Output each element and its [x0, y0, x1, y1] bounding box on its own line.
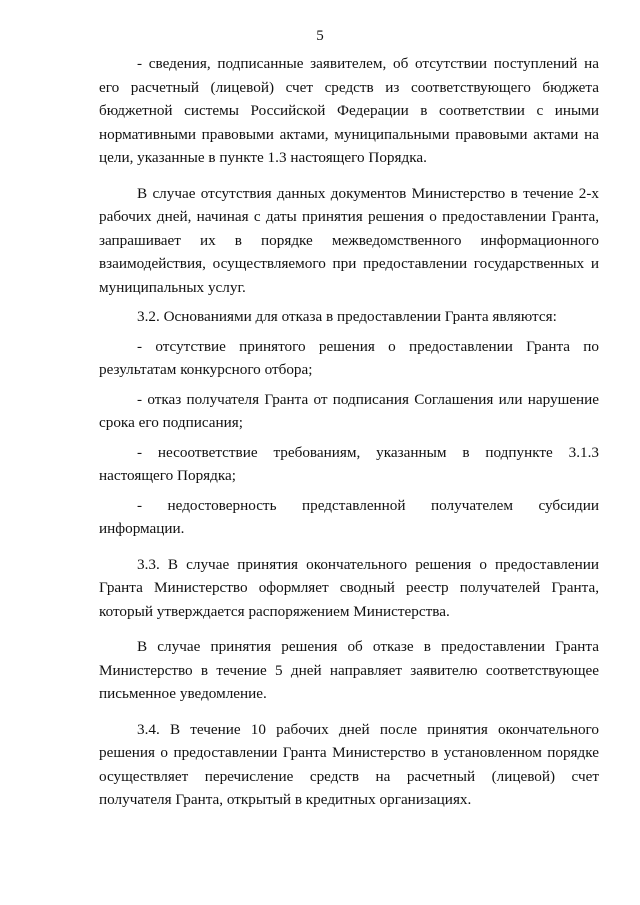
paragraph-registry: 3.3. В случае принятия окончательного решения о предоставлении Гранта Министерство оформляет сводный реестр получателей Гранта, который утверждается распоряжением Министерства.: [99, 555, 599, 620]
list-item-refusal-to-sign: - отказ получателя Гранта от подписания Соглашения или нарушение срока его подписания;: [99, 390, 599, 431]
list-item-non-compliance: - несоответствие требованиям, указанным в подпункте 3.1.3 настоящего Порядка;: [99, 443, 599, 484]
list-item-false-information: - недостоверность представленной получателем субсидии информации.: [99, 496, 599, 537]
document-body: [99, 52, 599, 812]
paragraph-refusal-grounds-heading: 3.2. Основаниями для отказа в предоставлении Гранта являются:: [137, 308, 557, 325]
page-number: 5: [316, 28, 324, 44]
paragraph-refusal-notice: В случае принятия решения об отказе в предоставлении Гранта Министерство в течение 5 дней направляет заявителю соответствующее письменное уведомление.: [99, 638, 599, 702]
paragraph-info-statement: - сведения, подписанные заявителем, об отсутствии поступлений на его расчетный (лицевой) счет средств из соответствующего бюджета бюджетной системы Российской Федерации в соответствии с иными нормативными правовыми актами, муниципальными правовыми актами на цели, указанные в пункте 1.3 настоящего Порядка.: [99, 55, 599, 166]
paragraph-transfer: 3.4. В течение 10 рабочих дней после принятия окончательного решения о предоставлении Гранта Министерство в установленном порядке осуществляет перечисление средств на расчетный (лицевой) счет получателя Гранта, открытый в кредитных организациях.: [99, 720, 599, 808]
list-item-no-decision: - отсутствие принятого решения о предоставлении Гранта по результатам конкурсного отбора;: [99, 337, 599, 378]
paragraph-missing-documents: В случае отсутствия данных документов Министерство в течение 2-х рабочих дней, начиная с даты принятия решения о предоставлении Гранта, запрашивает их в порядке межведомственного информационного взаимодействия, осуществляемого при предоставлении государственных и муниципальных услуг.: [99, 184, 599, 296]
